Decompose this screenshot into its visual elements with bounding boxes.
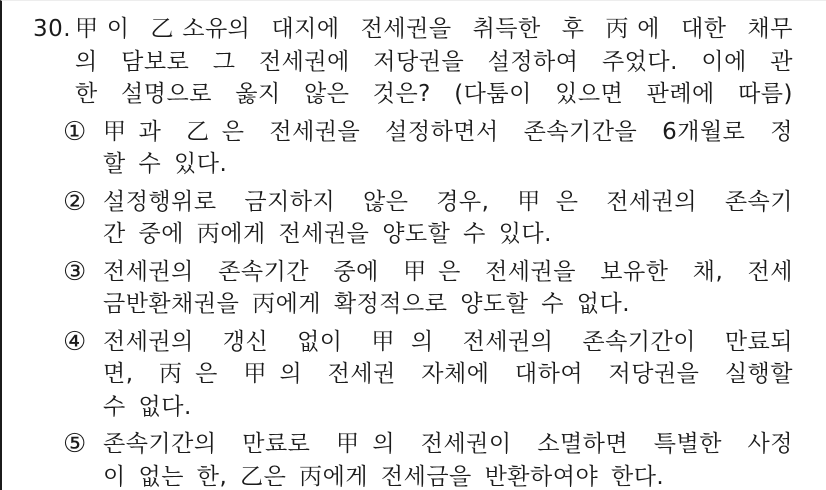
option-4-text xyxy=(103,326,793,424)
option-5-text xyxy=(103,428,793,490)
question-block xyxy=(33,13,795,111)
option-3 xyxy=(63,256,795,321)
option-2-circled-number: ② xyxy=(63,186,87,217)
option-3-line-2: 금반환채권을 丙에게 확정적으로 양도할 수 없다. xyxy=(103,291,631,317)
option-1 xyxy=(63,116,795,181)
question-line-1: 甲이 乙소유의 대지에 전세권을 취득한 후 丙에 대한 채무 xyxy=(75,16,793,42)
question-line-2: 의 담보로 그 전세권에 저당권을 설정하여 주었다. 이에 관 xyxy=(75,48,793,75)
option-1-line-1: 甲과 乙은 전세권을 설정하면서 존속기간을 6개월로 정 xyxy=(103,118,793,145)
question-text xyxy=(75,13,793,111)
question-line-3: 한 설명으로 옳지 않은 것은? (다툼이 있으면 판례에 따름) xyxy=(75,81,793,107)
options-list xyxy=(63,116,795,490)
question-number: 30. xyxy=(33,16,72,42)
option-2 xyxy=(63,186,795,251)
option-2-line-2: 간 중에 丙에게 전세권을 양도할 수 있다. xyxy=(103,221,552,247)
option-3-text xyxy=(103,256,793,321)
option-4-line-2: 면, 丙은 甲의 전세권 자체에 대하여 저당권을 실행할 xyxy=(103,361,793,387)
option-4-line-3: 수 없다. xyxy=(103,393,192,420)
option-5-line-1: 존속기간의 만료로 甲의 전세권이 소멸하면 특별한 사정 xyxy=(103,431,793,457)
option-2-text xyxy=(103,186,793,251)
option-5-circled-number: ⑤ xyxy=(63,429,87,459)
option-1-text xyxy=(103,116,793,181)
option-4-circled-number: ④ xyxy=(63,326,87,357)
option-4 xyxy=(63,326,795,424)
option-2-line-1: 설정행위로 금지하지 않은 경우, 甲은 전세권의 존속기 xyxy=(103,188,793,215)
option-5 xyxy=(63,428,795,490)
option-1-line-2: 할 수 있다. xyxy=(103,151,228,177)
option-5-line-2: 이 없는 한, 乙은 丙에게 전세금을 반환하여야 한다. xyxy=(103,463,665,490)
option-3-circled-number: ③ xyxy=(63,256,87,287)
option-4-line-1: 전세권의 갱신 없이 甲의 전세권의 존속기간이 만료되 xyxy=(103,328,793,355)
option-1-circled-number: ① xyxy=(63,116,87,147)
option-3-line-1: 전세권의 존속기간 중에 甲은 전세권을 보유한 채, 전세 xyxy=(103,258,793,285)
